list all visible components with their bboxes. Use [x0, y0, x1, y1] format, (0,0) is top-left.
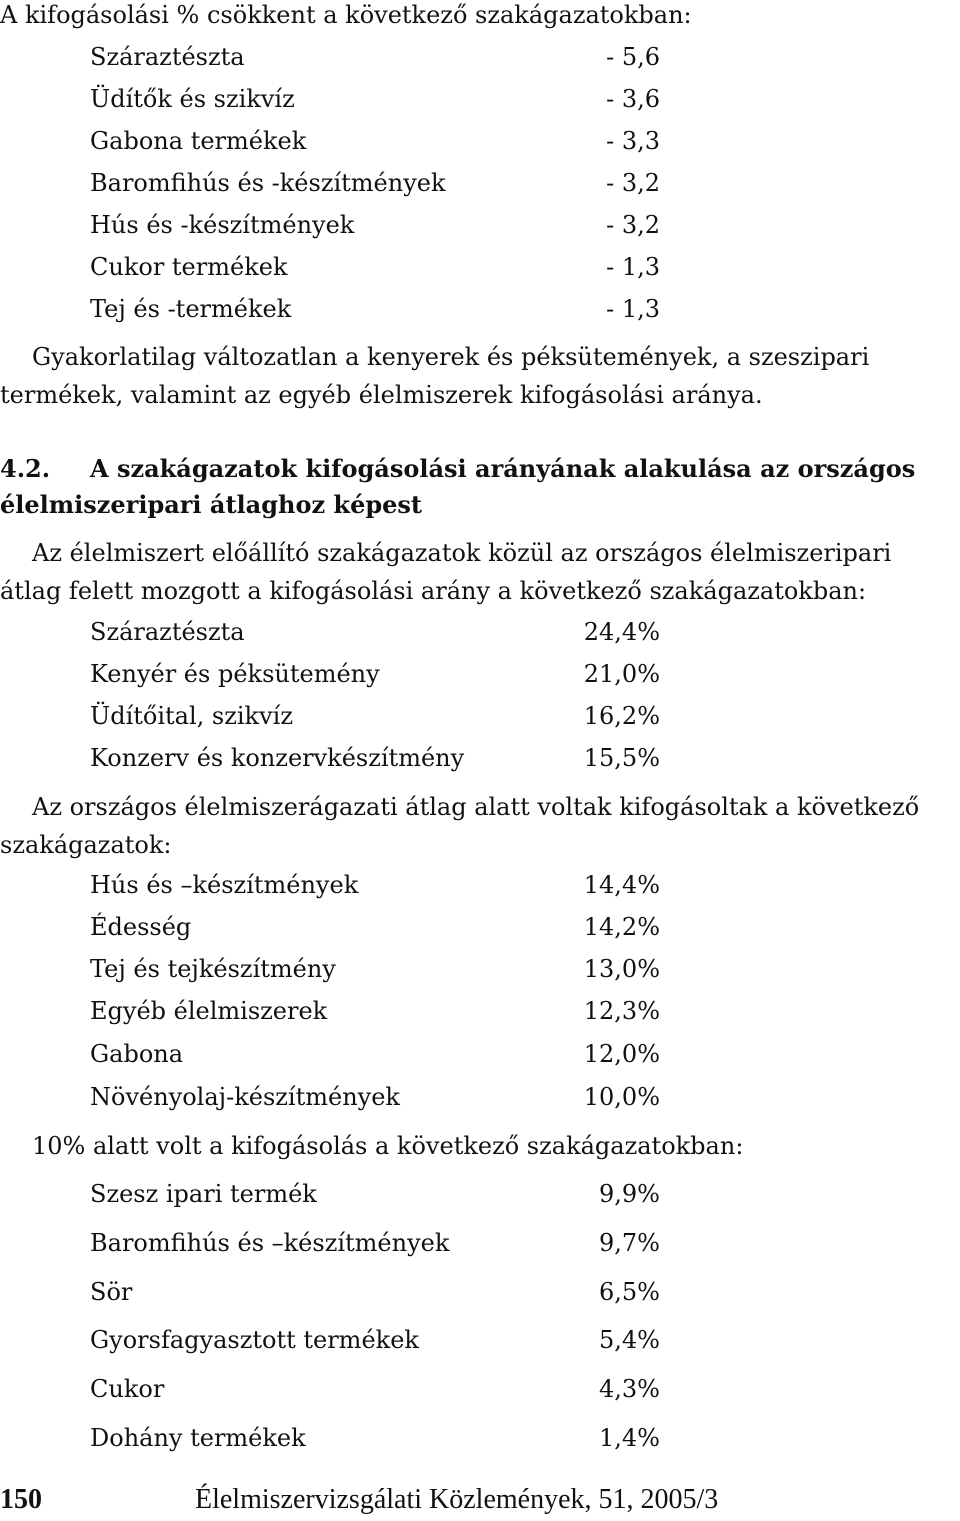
list-item: Tej és -termékek - 1,3	[90, 295, 660, 323]
list-item: Gabona 12,0%	[90, 1040, 660, 1068]
list-item: Szesz ipari termék 9,9%	[90, 1180, 660, 1208]
section-title-line2: élelmiszeripari átlaghoz képest	[0, 490, 422, 519]
list-item: Növényolaj-készítmények 10,0%	[90, 1083, 660, 1111]
list-item: Baromfihús és -készítmények - 3,2	[90, 169, 660, 197]
list-item: Hús és -készítmények - 3,2	[90, 211, 660, 239]
list-item: Száraztészta 24,4%	[90, 618, 660, 646]
list-item: Üdítők és szikvíz - 3,6	[90, 85, 660, 113]
list-item: Száraztészta - 5,6	[90, 43, 660, 71]
above-avg-line1: Az élelmiszert előállító szakágazatok közül az országos élelmiszeripari	[32, 539, 892, 567]
section-title-line1: A szakágazatok kifogásolási arányának alakulása az országos	[90, 454, 916, 483]
list-item: Dohány termékek 1,4%	[90, 1424, 660, 1452]
journal-citation: Élelmiszervizsgálati Közlemények, 51, 2005/3	[195, 1484, 719, 1515]
list-item: Üdítőital, szikvíz 16,2%	[90, 702, 660, 730]
list-item: Hús és –készítmények 14,4%	[90, 871, 660, 899]
list-item: Baromfihús és –készítmények 9,7%	[90, 1229, 660, 1257]
list-item: Konzerv és konzervkészítmény 15,5%	[90, 744, 660, 772]
list-item: Egyéb élelmiszerek 12,3%	[90, 997, 660, 1025]
under-10-text: 10% alatt volt a kifogásolás a következő szakágazatokban:	[32, 1132, 744, 1160]
intro-text: A kifogásolási % csökkent a következő szakágazatokban:	[0, 1, 692, 29]
below-avg-line2: szakágazatok:	[0, 831, 172, 859]
list-item: Kenyér és péksütemény 21,0%	[90, 660, 660, 688]
list-item: Édesség 14,2%	[90, 913, 660, 941]
list-item: Cukor 4,3%	[90, 1375, 660, 1403]
below-avg-line1: Az országos élelmiszerágazati átlag alatt voltak kifogásoltak a következő	[32, 793, 920, 821]
list-item: Gabona termékek - 3,3	[90, 127, 660, 155]
intro-closing-line1: Gyakorlatilag változatlan a kenyerek és péksütemények, a szeszipari	[32, 343, 870, 371]
list-item: Tej és tejkészítmény 13,0%	[90, 955, 660, 983]
list-item: Sör 6,5%	[90, 1278, 660, 1306]
above-avg-line2: átlag felett mozgott a kifogásolási arány a következő szakágazatokban:	[0, 577, 867, 605]
intro-closing-line2: termékek, valamint az egyéb élelmiszerek kifogásolási aránya.	[0, 381, 763, 409]
page-number: 150	[0, 1484, 42, 1515]
list-item: Cukor termékek - 1,3	[90, 253, 660, 281]
list-item: Gyorsfagyasztott termékek 5,4%	[90, 1326, 660, 1354]
section-number: 4.2.	[0, 454, 51, 483]
